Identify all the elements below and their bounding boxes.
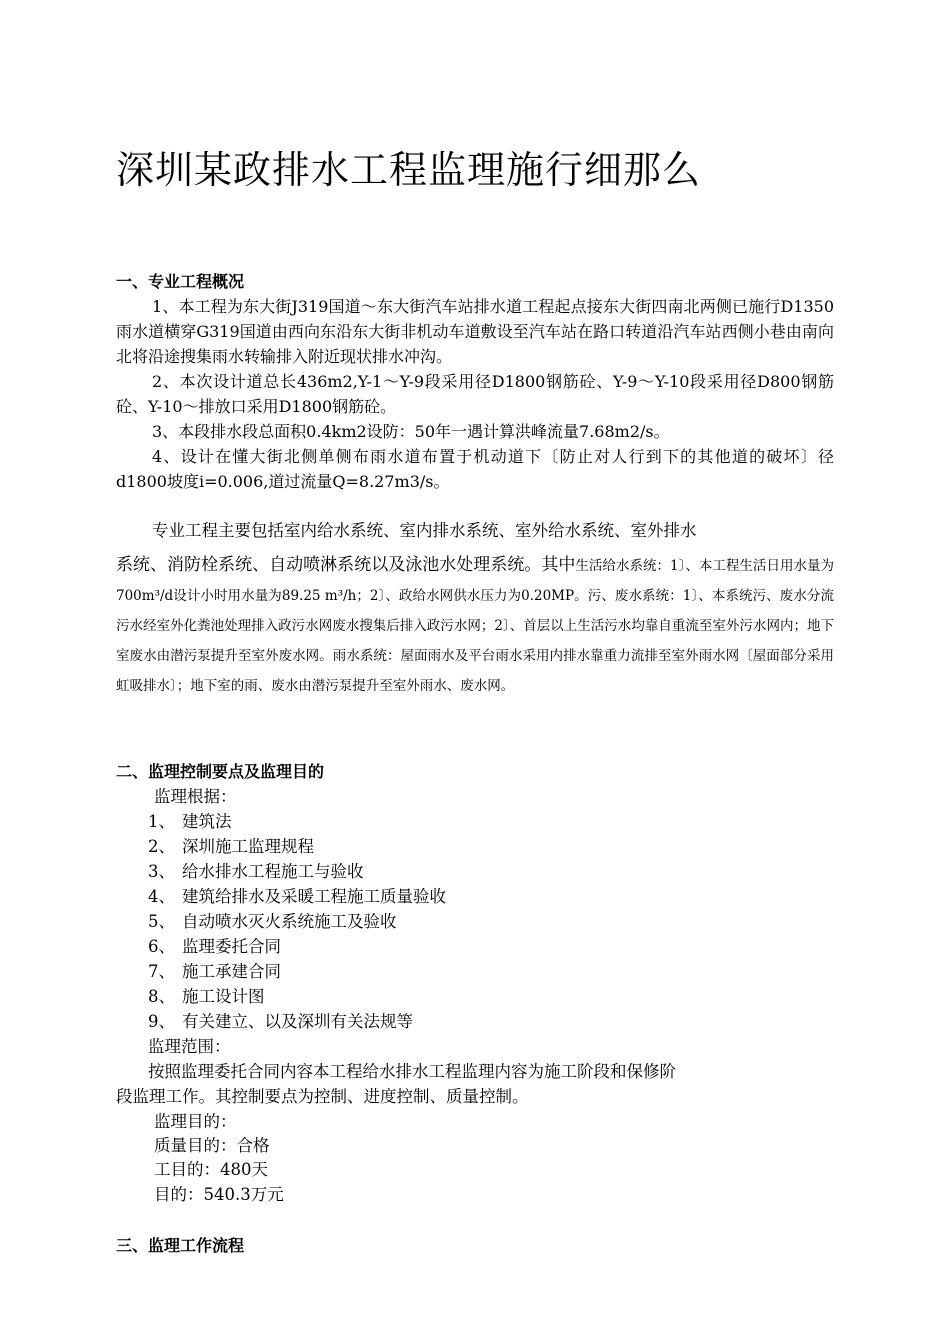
section-3-heading: 三、监理工作流程 [116,1236,245,1255]
basis-item: 7、 施工承建合同 [148,962,281,981]
basis-item: 3、 给水排水工程施工与验收 [148,862,364,881]
basis-item: 8、 施工设计图 [148,987,265,1006]
goal-quality: 质量目的：合格 [154,1136,270,1155]
scope-text-line-1: 按照监理委托合同内容本工程给水排水工程监理内容为施工阶段和保修阶 [148,1062,676,1081]
section-1-para-4: 4、设计在懂大街北侧单侧布雨水道布置于机动道下〔防止对人行到下的其他道的破坏〕径d1800坡度i=0.006,道过流量Q=8.27m3/s。 [116,447,834,491]
goal-cost: 目的：540.3万元 [154,1185,284,1204]
basis-item: 2、 深圳施工监理规程 [148,837,314,856]
section-1-para-1: 1、本工程为东大街J319国道～东大街汽车站排水道工程起点接东大街四南北两侧已施行D1350雨水道横穿G319国道由西向东沿东大街非机动车道敷设至汽车站在路口转道沿汽车站西侧小巷由南向北将沿途搜集雨水转输排入附近现状排水冲沟。 [116,297,834,366]
basis-item: 5、 自动喷水灭火系统施工及验收 [148,912,397,931]
scope-text-line-2: 段监理工作。其控制要点为控制、进度控制、质量控制。 [116,1087,529,1106]
scope-label: 监理范围： [148,1037,231,1056]
section-1-para-5-rest: 系统、消防栓系统、自动喷淋系统以及泳池水处理系统。其中生活给水系统：1〕、本工程生活日用水量为700m³/d设计小时用水量为89.25 m³/h；2〕、政给水网供水压力为0.20MP。污、废水系统：1〕、本系统污、废水分流污水经室外化粪池处理排入政污水网废水搜集后排入政污水网；2〕、首层以上生活污水均靠自重流至室外污水网内；地下室废水由潜污泵提升至室外废水网。雨水系统：屋面雨水及平台雨水采用内排水靠重力流排至室外雨水网〔屋面部分采用虹吸排水〕；地下室的雨、废水由潜污泵提升至室外雨水、废水网。 [116,555,835,694]
basis-item: 6、 监理委托合同 [148,937,281,956]
goal-label: 监理目的： [154,1112,237,1131]
section-1-para-3: 3、本段排水段总面积0.4km2设防：50年一遇计算洪峰流量7.68m2/s。 [152,422,670,441]
basis-item: 9、 有关建立、以及深圳有关法规等 [148,1012,413,1031]
section-1-heading: 一、专业工程概况 [116,272,245,291]
section-1-para-5-line-1: 专业工程主要包括室内给水系统、室内排水系统、室外给水系统、室外排水 [152,521,697,540]
section-1-para-2: 2、本次设计道总长436m2,Y-1～Y-9段采用径D1800钢筋砼、Y-9～Y-10段采用径D800钢筋砼、Y-10～排放口采用D1800钢筋砼。 [116,372,834,416]
basis-item: 1、 建筑法 [148,812,232,831]
section-2-heading: 二、监理控制要点及监理目的 [116,762,325,781]
basis-item: 4、 建筑给排水及采暖工程施工质量验收 [148,887,446,906]
goal-time: 工目的：480天 [154,1160,268,1179]
basis-label: 监理根据： [154,787,237,806]
document-title: 深圳某政排水工程监理施行细那么 [116,148,702,192]
